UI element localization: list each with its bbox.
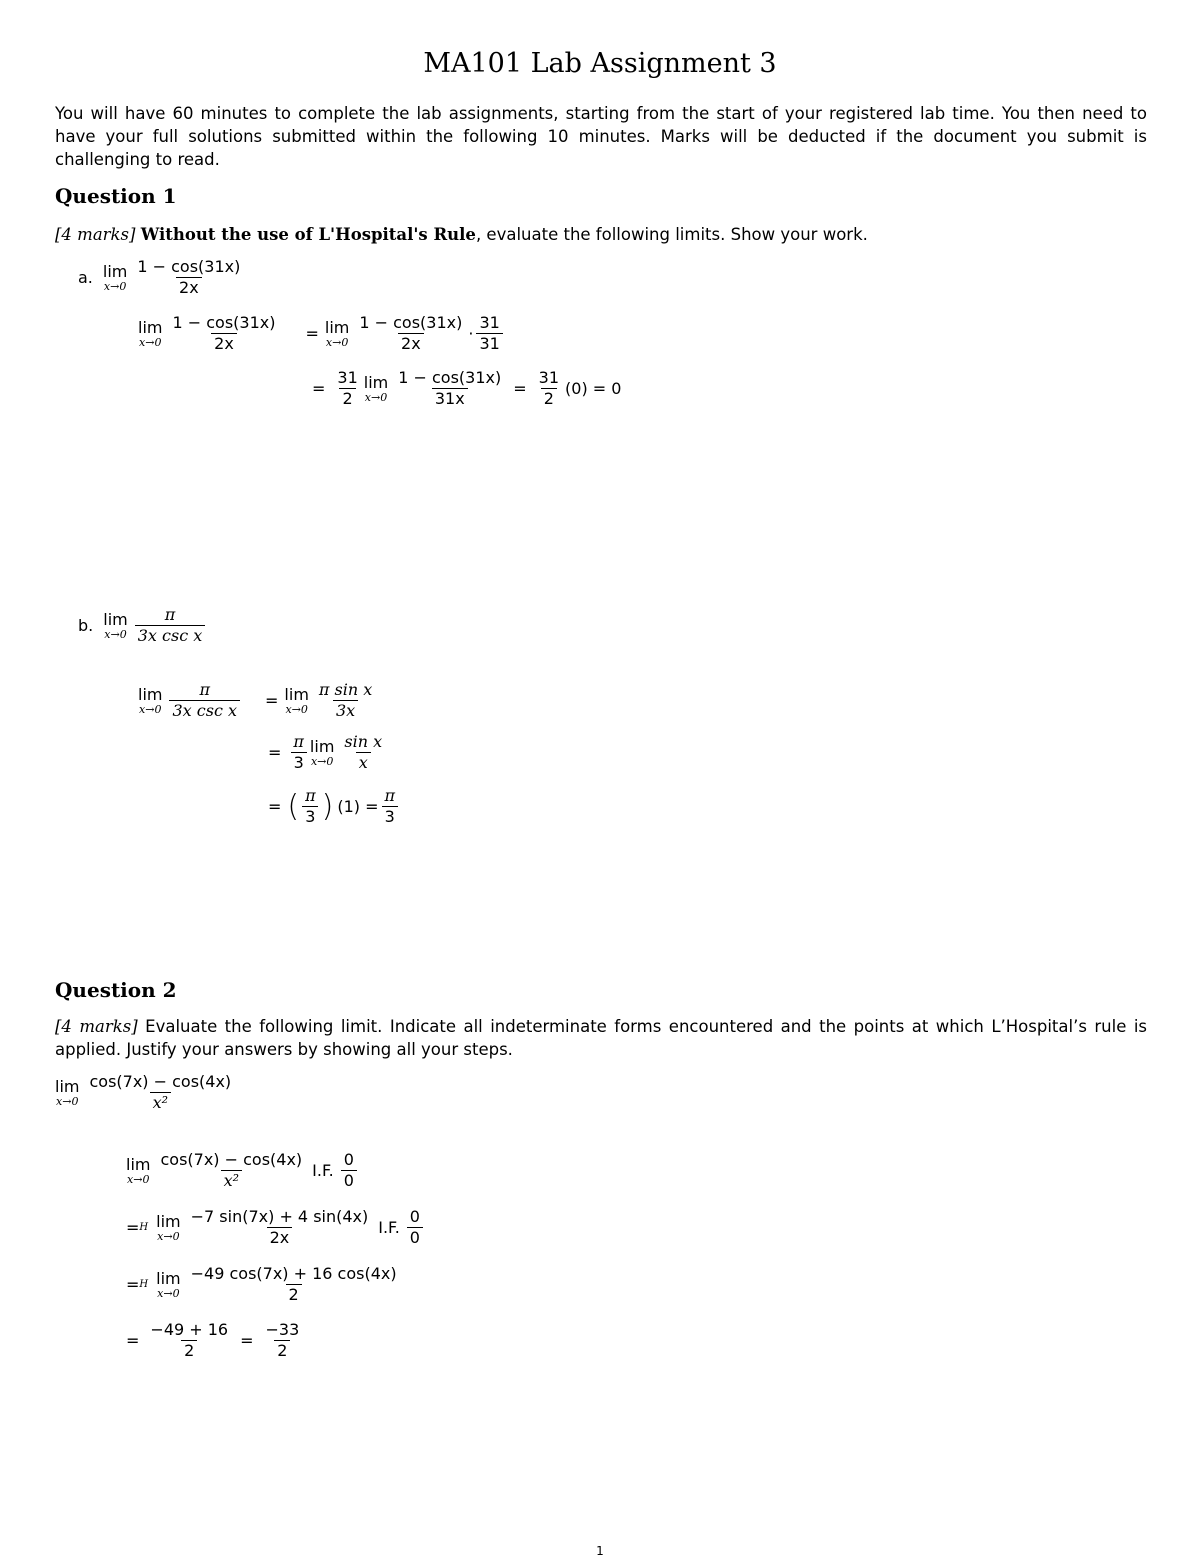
fraction: $\frac{-49 + 16}{2}$ (150, 1320, 229, 1360)
fraction: $\frac{\pi}{3}$ (290, 732, 307, 773)
fraction: $\frac{31}{31}$ (476, 313, 502, 354)
fraction: $\frac{\pi}{\text{3x csc x}}$ (169, 680, 240, 721)
fraction: $\frac{31}{2}$ (538, 368, 560, 408)
fraction: $\frac{-7 \sin(7x) + 4 \sin(4x)}{2x}$ (190, 1207, 369, 1247)
instruction-bold: Without the use of L'Hospital's Rule (140, 225, 476, 244)
solution-1b-step1: lim x→0 $\frac{\pi}{\text{3x csc x}}$ = lim x→0 $\frac{\text{π sin x}}{3x}$ (138, 680, 378, 721)
fraction: $\frac{1 - \cos(31x)}{31x}$ (398, 368, 502, 408)
question-1-heading: Question 1 (55, 184, 177, 208)
limit-operator: lim x→0 (103, 609, 128, 641)
limit-operator: lim x→0 (156, 1211, 181, 1243)
page-title: MA101 Lab Assignment 3 (423, 48, 777, 79)
problem-2 (55, 1072, 237, 1113)
fraction: $\frac{\pi}{\text{3x csc x}}$ (135, 605, 206, 646)
instruction-text: , evaluate the following limits. Show your work. (475, 225, 868, 244)
fraction: $\frac{1 - \cos(31x)}{2x}$ (137, 257, 241, 297)
limit-operator: lim x→0 (156, 1268, 181, 1300)
solution-1b-step2: = $\frac{\pi}{3}$ lim x→0 $\frac{\text{sin x}}{x}$ (262, 732, 388, 773)
fraction: $\frac{\pi}{3}$ (382, 786, 399, 827)
solution-2-step4: = $\frac{-49 + 16}{2}$ = $\frac{-33}{2}$ (126, 1320, 305, 1361)
result: (0) = 0 (565, 379, 622, 398)
limit-operator: lim x→0 (138, 317, 163, 349)
problem-label: a. (78, 268, 93, 287)
marks-label: [4 marks] (55, 225, 136, 244)
question-1-instructions (55, 223, 1147, 246)
limit-operator: lim x→0 (309, 736, 335, 768)
limit-operator: lim x→0 (363, 372, 389, 404)
intro-paragraph: You will have 60 minutes to complete the lab assignments, starting from the start of your registered lab time. You then need to have your full solutions submitted within the following 10 minutes. Marks will be deducted if the document you submit is challenging to read. (55, 104, 1147, 169)
solution-2-step3: = H lim x→0 $\frac{-49 \cos(7x) + 16 \cos(4x)}{2}$ (126, 1264, 403, 1305)
limit-operator: lim x→0 (324, 317, 350, 349)
limit-operator: lim x→0 (138, 684, 163, 716)
solution-2-step2: = H lim x→0 $\frac{-7 \sin(7x) + 4 \sin(4x)}{2x}$ I.F. $\frac{0}{0}$ (126, 1207, 426, 1248)
fraction: $\frac{0}{0}$ (407, 1207, 423, 1248)
instruction-text: Evaluate the following limit. Indicate all indeterminate forms encountered and the points at which L’Hospital’s rule is applied. Justify your answers by showing all your steps. (55, 1017, 1147, 1059)
problem-1a (78, 257, 246, 298)
problem-1b (78, 605, 208, 646)
marks-label: [4 marks] (55, 1017, 138, 1036)
solution-1b-step3: = ( $\frac{\pi}{3}$ ) (1) = $\frac{\pi}{3}$ (262, 786, 401, 827)
fraction: $\frac{\text{sin x}}{x}$ (344, 732, 383, 772)
limit-operator: lim x→0 (284, 684, 309, 716)
page-number: 1 (596, 1544, 604, 1558)
solution-2-step1 (126, 1150, 360, 1191)
limit-operator: lim x→0 (55, 1076, 80, 1108)
indeterminate-form-label: I.F. (312, 1161, 334, 1180)
limit-operator: lim x→0 (102, 261, 128, 293)
solution-1a-step1: lim x→0 $\frac{1 - \cos(31x)}{2x}$ = lim x→0 $\frac{1 - \cos(31x)}{2x}$ · $\frac{31}{31}$ (138, 313, 506, 354)
limit-operator: lim x→0 (126, 1154, 151, 1186)
fraction: $\frac{1 - \cos(31x)}{2x}$ (172, 313, 276, 353)
fraction: $\frac{-49 \cos(7x) + 16 \cos(4x)}{2}$ (190, 1264, 397, 1304)
indeterminate-form-label: I.F. (378, 1218, 400, 1237)
fraction: $\frac{\cos(7x) - \cos(4x)}{\text{x²}}$ (160, 1150, 303, 1190)
fraction: $\frac{-33}{2}$ (265, 1320, 300, 1360)
fraction: $\frac{\pi}{3}$ (302, 786, 319, 827)
fraction: $\frac{\cos(7x) - \cos(4x)}{\text{x²}}$ (89, 1072, 232, 1112)
problem-label: b. (78, 616, 94, 635)
fraction: $\frac{31}{2}$ (337, 368, 358, 408)
fraction: $\frac{0}{0}$ (341, 1150, 357, 1191)
fraction: $\frac{1 - \cos(31x)}{2x}$ (359, 313, 463, 353)
question-2-instructions (55, 1015, 1147, 1061)
solution-1a-step2: = $\frac{31}{2}$ lim x→0 $\frac{1 - \cos(31x)}{31x}$ = $\frac{31}{2}$ (0) = 0 (312, 368, 622, 408)
fraction: $\frac{\text{π sin x}}{3x}$ (318, 680, 373, 720)
question-2-heading: Question 2 (55, 978, 177, 1002)
